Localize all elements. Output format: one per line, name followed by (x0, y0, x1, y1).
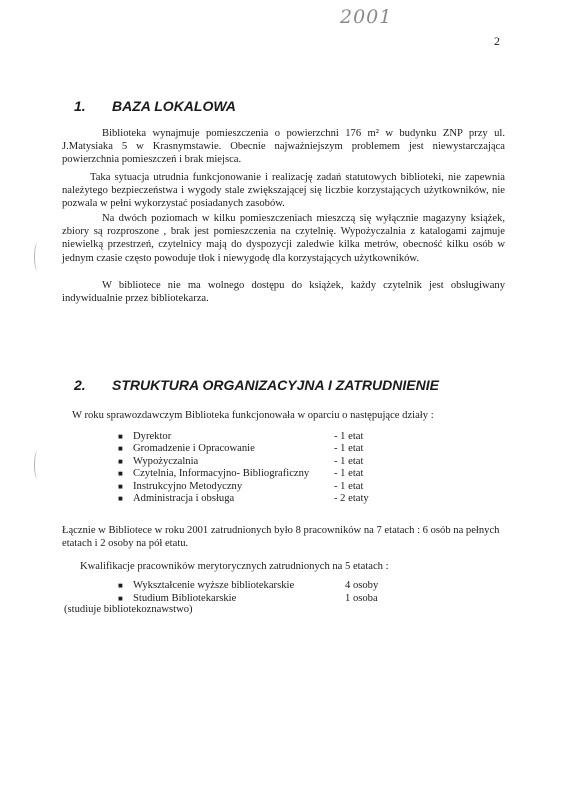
department-name: Gromadzenie i Opracowanie (133, 443, 255, 455)
qualifications-list (118, 579, 418, 605)
bullet-icon: ■ (118, 594, 123, 603)
department-name: Instrukcyjno Metodyczny (133, 480, 243, 492)
staff-total-paragraph: Łącznie w Bibliotece w roku 2001 zatrudnionych było 8 pracowników na 7 etatach : 6 osób na pełnych etatach i 2 osoby na pół etatu. (62, 525, 500, 550)
department-etat: - 1 etat (334, 455, 364, 467)
list-item (118, 456, 418, 468)
qualification-count: 4 osoby (345, 580, 379, 591)
section-number: 1. (74, 98, 86, 114)
department-etat: - 1 etat (334, 431, 364, 442)
department-etat: - 1 etat (334, 480, 364, 492)
department-name: Wypożyczalnia (133, 455, 199, 467)
margin-mark (34, 451, 41, 479)
department-list (118, 431, 418, 505)
list-item (118, 481, 418, 493)
list-item (118, 468, 418, 480)
margin-mark (34, 243, 41, 271)
paragraph: Na dwóch poziomach w kilku pomieszczeniach mieszczą się wyłącznie magazyny książek, zbiory są rozproszone , brak jest pomieszczenia na czytelnię. Wypożyczalnia z katalogami zajmuje niewielką przestrzeń, czytelnicy mają do dyspozycji zaledwie kilka metrów, obecność kilku osób w jednym czasie często powoduje tłok i niewygodę dla korzystających użytkowników. (62, 213, 505, 264)
department-etat: - 1 etat (334, 443, 364, 455)
qualification-name: Studium Bibliotekarskie (133, 593, 237, 604)
section-heading-struktura (74, 377, 439, 393)
handwritten-year-annotation: 2001 (340, 6, 393, 28)
list-item (118, 431, 418, 443)
paragraph: W bibliotece nie ma wolnego dostępu do książek, każdy czytelnik jest obsługiwany indywidualnie przez bibliotekarza. (62, 280, 505, 305)
list-item (118, 443, 418, 455)
qualification-count: 1 osoba (345, 593, 378, 604)
qualification-name: Wykształcenie wyższe bibliotekarskie (133, 580, 295, 591)
department-etat: - 1 etat (334, 468, 364, 480)
departments-intro: W roku sprawozdawczym Biblioteka funkcjonowała w oparciu o następujące działy : (72, 410, 434, 421)
department-name: Administracja i obsługa (133, 492, 235, 504)
bullet-icon: ■ (118, 432, 123, 441)
paragraph: Biblioteka wynajmuje pomieszczenia o powierzchni 176 m² w budynku ZNP przy ul. J.Matysiaka 5 w Krasnymstawie. Obecnie najważniejszym problemem jest niewystarczająca powierzchnia pomieszczeń i brak miejsca. (62, 128, 505, 166)
section-heading-baza-lokalowa (74, 98, 236, 114)
bullet-icon: ■ (118, 469, 123, 479)
department-etat: - 2 etaty (334, 492, 369, 504)
list-item (118, 579, 418, 592)
department-name: Dyrektor (133, 431, 172, 442)
bullet-icon: ■ (118, 493, 123, 503)
section-title: STRUKTURA ORGANIZACYJNA I ZATRUDNIENIE (112, 377, 439, 393)
list-item (118, 493, 418, 505)
bullet-icon: ■ (118, 581, 123, 590)
qualifications-intro: Kwalifikacje pracowników merytorycznych zatrudnionych na 5 etatach : (80, 561, 389, 572)
section-number: 2. (74, 377, 86, 393)
bullet-icon: ■ (118, 444, 123, 454)
department-name: Czytelnia, Informacyjno- Bibliograficzny (133, 468, 310, 480)
bullet-icon: ■ (118, 456, 123, 466)
bullet-icon: ■ (118, 481, 123, 491)
paragraph: Taka sytuacja utrudnia funkcjonowanie i realizację zadań statutowych biblioteki, nie zapewnia należytego bezpieczeństwa i wygody stale zwiększającej się liczbie korzystających użytkowników, nie pozwala w pełni wykorzystać posiadanych zasobów. (62, 172, 505, 210)
page-number: 2 (494, 34, 500, 48)
section-title: BAZA LOKALOWA (112, 98, 236, 114)
qualifications-note: (studiuje bibliotekoznawstwo) (64, 604, 193, 615)
